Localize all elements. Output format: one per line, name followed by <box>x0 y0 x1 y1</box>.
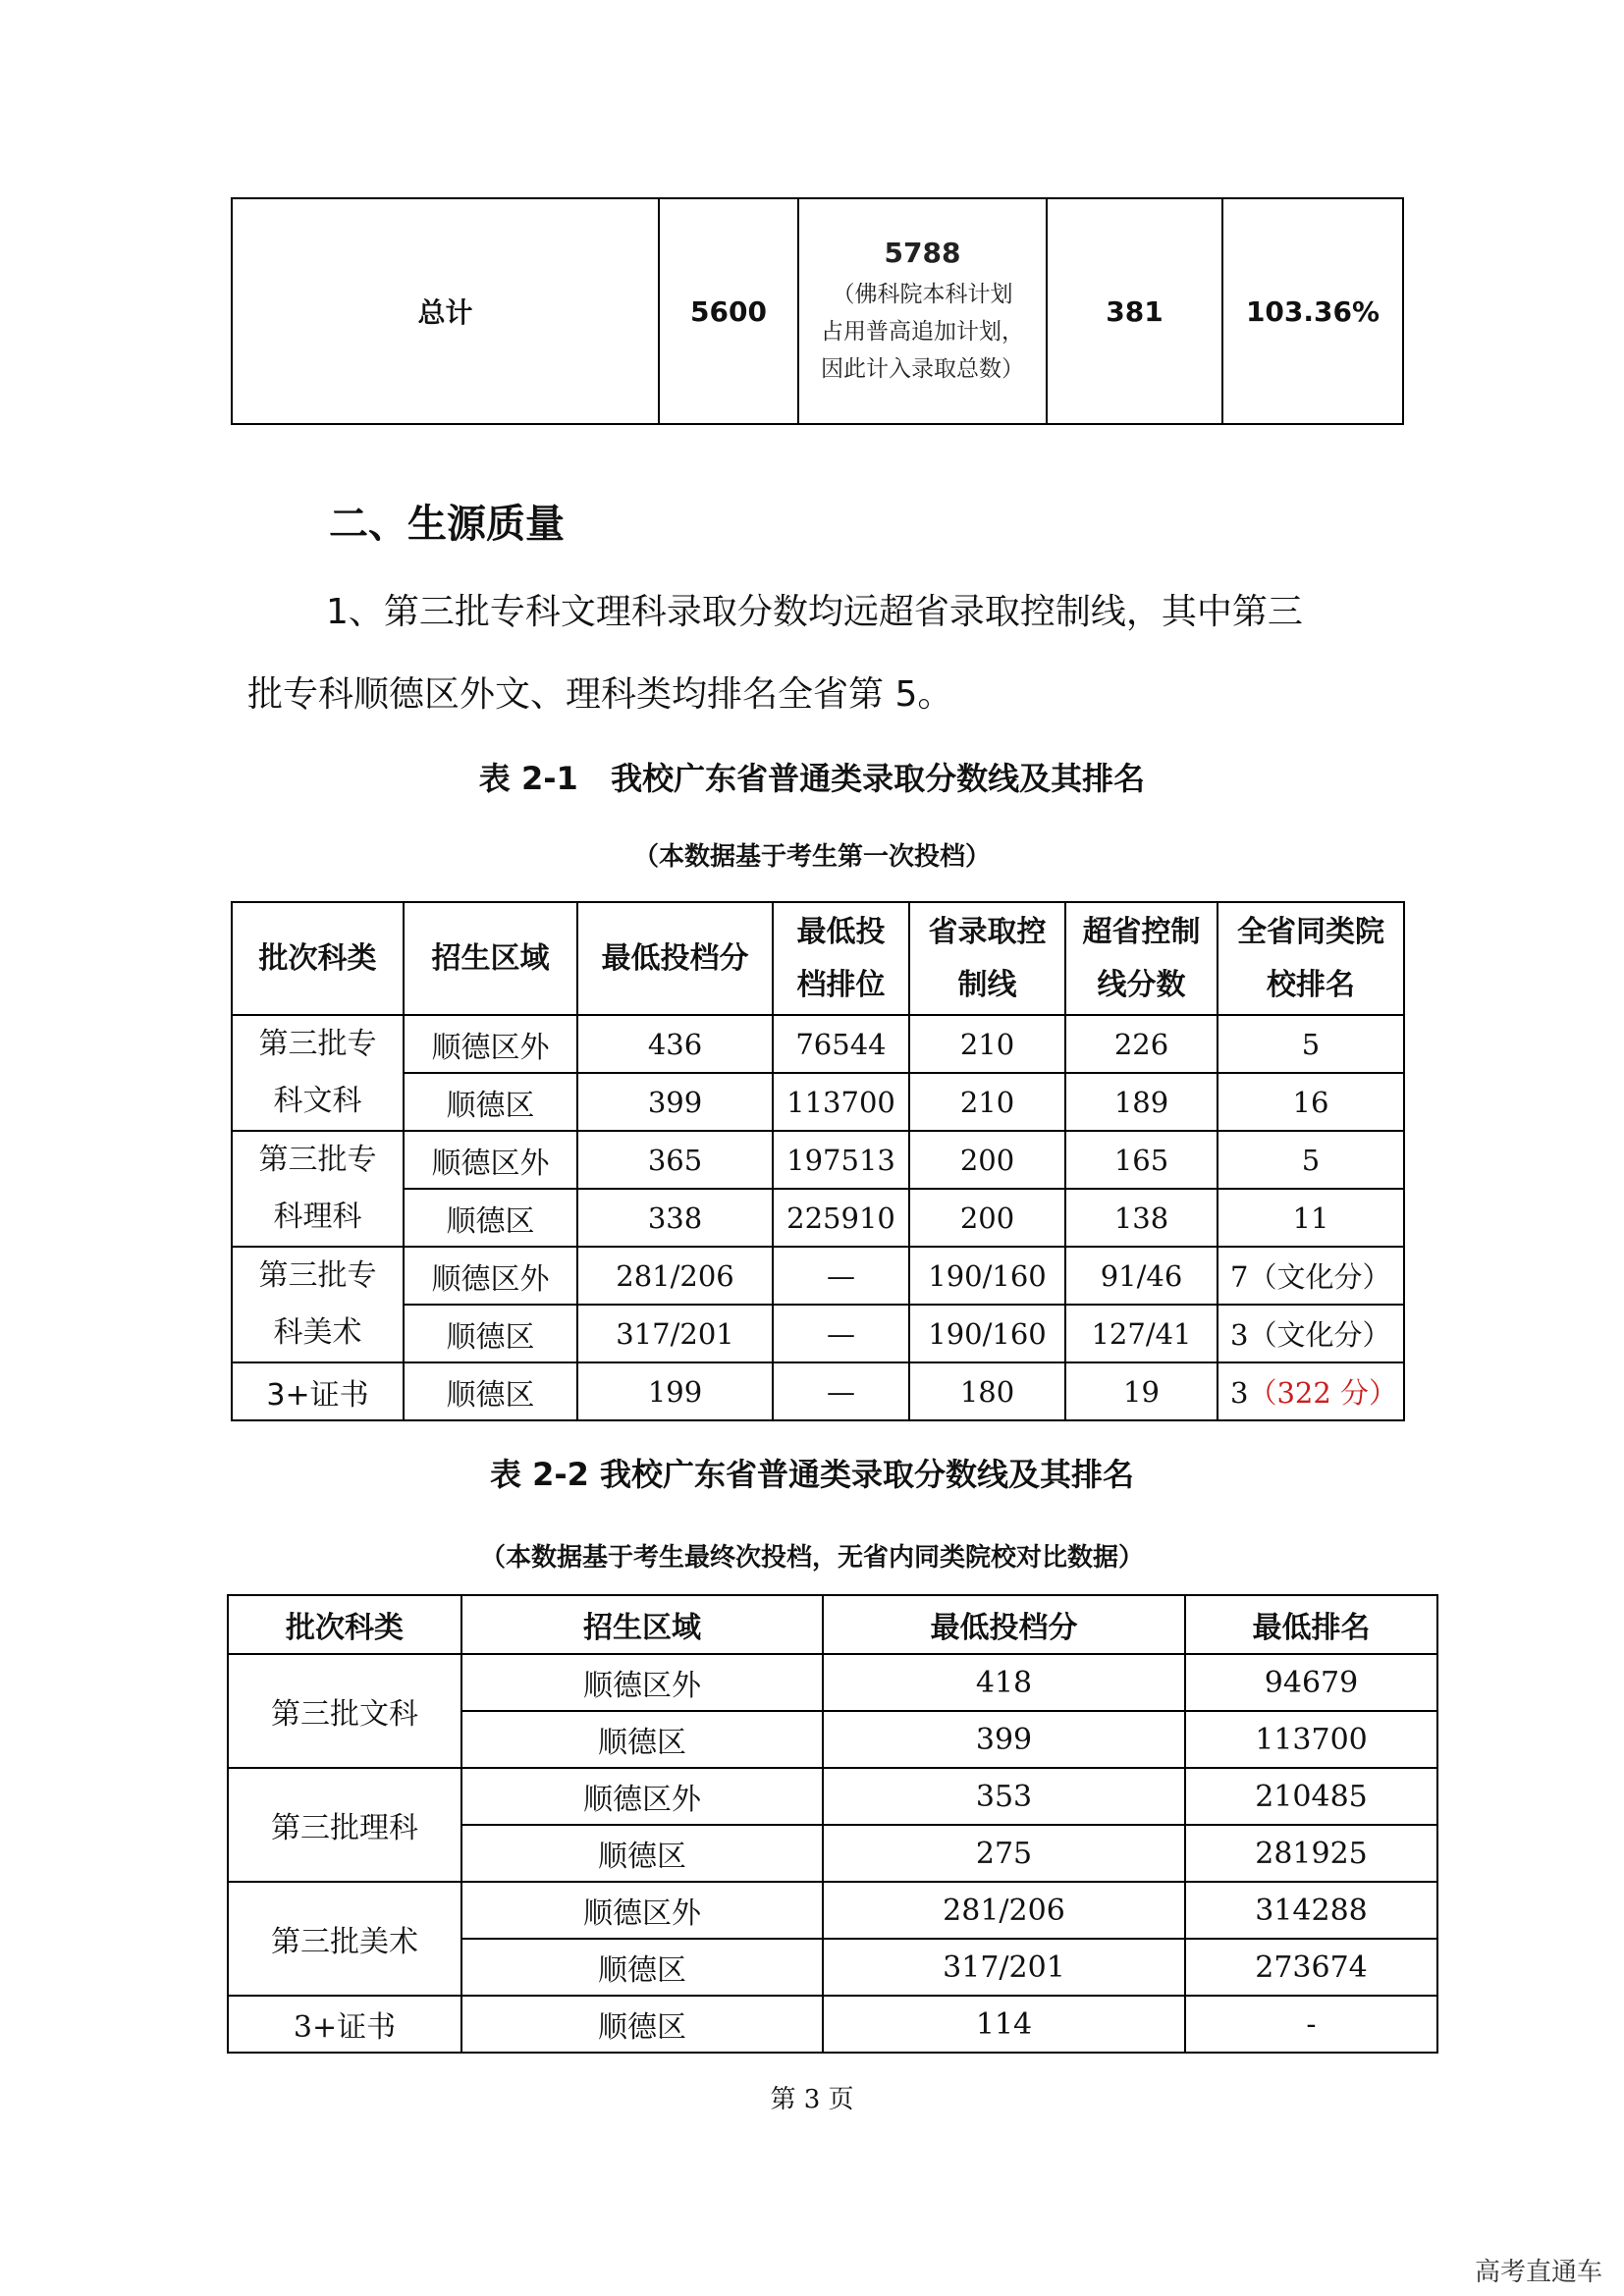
group-cell <box>232 1131 404 1247</box>
rank-note: （322 分） <box>1248 1376 1398 1410</box>
data-cell: 281/206 <box>823 1882 1185 1939</box>
header-cell: 最低投档分 <box>577 902 773 1015</box>
data-cell: 210 <box>909 1015 1065 1073</box>
data-cell: 3（文化分） <box>1218 1305 1404 1362</box>
data-cell: — <box>773 1305 909 1362</box>
rank-value: 3 <box>1230 1376 1249 1410</box>
data-cell: 200 <box>909 1131 1065 1189</box>
data-cell: 190/160 <box>909 1305 1065 1362</box>
header-cell <box>1218 902 1404 1015</box>
data-cell: — <box>773 1247 909 1305</box>
data-cell: 127/41 <box>1065 1305 1218 1362</box>
data-cell: 275 <box>823 1825 1185 1882</box>
region-cell: 顺德区 <box>461 1996 823 2053</box>
data-cell: 418 <box>823 1654 1185 1711</box>
table2-subcaption: （本数据基于考生最终次投档，无省内同类院校对比数据） <box>479 1543 1144 1573</box>
table-row <box>232 1189 1404 1247</box>
table2-caption: 表 2-2 我校广东省普通类录取分数线及其排名 <box>489 1456 1135 1493</box>
data-cell: 76544 <box>773 1015 909 1073</box>
group-label: 第三批专科理科 <box>258 1143 377 1234</box>
header-cell: 最低投档分 <box>823 1595 1185 1654</box>
page-number: 第 3 页 <box>770 2085 854 2114</box>
group-cell: 第三批美术 <box>228 1882 461 1996</box>
region-cell: 顺德区 <box>404 1305 577 1362</box>
header-cell: 最低排名 <box>1185 1595 1437 1654</box>
data-cell: - <box>1185 1996 1437 2053</box>
group-cell: 3+证书 <box>232 1362 404 1420</box>
region-cell: 顺德区 <box>404 1073 577 1131</box>
header-text: 全省同类院校排名 <box>1237 914 1384 1002</box>
data-cell: 399 <box>577 1073 773 1131</box>
table-header-row <box>228 1595 1437 1654</box>
data-cell: 338 <box>577 1189 773 1247</box>
data-cell: 91/46 <box>1065 1247 1218 1305</box>
header-cell <box>773 902 909 1015</box>
data-cell: 399 <box>823 1711 1185 1768</box>
data-cell: 165 <box>1065 1131 1218 1189</box>
region-cell: 顺德区外 <box>461 1768 823 1825</box>
table-row <box>228 1996 1437 2053</box>
group-cell <box>232 1015 404 1131</box>
table-row <box>232 1305 1404 1362</box>
data-cell: 16 <box>1218 1073 1404 1131</box>
table-header-row <box>232 902 1404 1015</box>
region-cell: 顺德区外 <box>404 1015 577 1073</box>
data-cell: 114 <box>823 1996 1185 2053</box>
data-cell: 314288 <box>1185 1882 1437 1939</box>
data-cell: 210 <box>909 1073 1065 1131</box>
data-cell: 138 <box>1065 1189 1218 1247</box>
total-count: 381 <box>1047 198 1222 424</box>
data-cell: 317/201 <box>577 1305 773 1362</box>
data-cell: 189 <box>1065 1073 1218 1131</box>
total-note-line: 占用普高追加计划， <box>821 319 1024 345</box>
table-row <box>228 1768 1437 1825</box>
total-row <box>232 198 1403 424</box>
total-note-line: （佛科院本科计划 <box>832 282 1013 307</box>
total-admitted-cell <box>798 198 1047 424</box>
data-cell: 199 <box>577 1362 773 1420</box>
table-row <box>232 1073 1404 1131</box>
region-cell: 顺德区外 <box>461 1882 823 1939</box>
header-cell: 招生区域 <box>461 1595 823 1654</box>
header-cell <box>1065 902 1218 1015</box>
data-cell: 5 <box>1218 1015 1404 1073</box>
group-cell: 3+证书 <box>228 1996 461 2053</box>
paragraph <box>247 571 1386 736</box>
data-cell: 225910 <box>773 1189 909 1247</box>
data-cell: 11 <box>1218 1189 1404 1247</box>
table-row <box>228 1882 1437 1939</box>
region-cell: 顺德区 <box>404 1189 577 1247</box>
total-table <box>231 197 1404 425</box>
table-row <box>232 1015 1404 1073</box>
data-cell: 365 <box>577 1131 773 1189</box>
data-cell: 353 <box>823 1768 1185 1825</box>
data-cell: 210485 <box>1185 1768 1437 1825</box>
region-cell: 顺德区 <box>461 1825 823 1882</box>
section-title: 二、生源质量 <box>329 502 565 547</box>
table-row <box>232 1362 1404 1420</box>
data-cell: 281925 <box>1185 1825 1437 1882</box>
total-label: 总计 <box>232 198 659 424</box>
table1-subcaption: （本数据基于考生第一次投档） <box>632 842 991 872</box>
data-cell: 5 <box>1218 1131 1404 1189</box>
header-text: 最低投档排位 <box>796 914 886 1002</box>
data-cell: 113700 <box>1185 1711 1437 1768</box>
group-cell: 第三批理科 <box>228 1768 461 1882</box>
group-cell <box>232 1247 404 1362</box>
data-cell: 180 <box>909 1362 1065 1420</box>
data-cell: 197513 <box>773 1131 909 1189</box>
data-cell: 226 <box>1065 1015 1218 1073</box>
total-plan: 5600 <box>659 198 798 424</box>
table-row <box>232 1131 1404 1189</box>
paragraph-line: 1、第三批专科文理科录取分数均远超省录取控制线，其中第三 <box>326 592 1303 632</box>
header-cell: 批次科类 <box>228 1595 461 1654</box>
data-cell: 190/160 <box>909 1247 1065 1305</box>
data-cell: 281/206 <box>577 1247 773 1305</box>
table1-caption: 表 2-1 我校广东省普通类录取分数线及其排名 <box>478 760 1146 797</box>
score-table-2 <box>227 1594 1438 2054</box>
region-cell: 顺德区外 <box>461 1654 823 1711</box>
score-table-1 <box>231 901 1405 1421</box>
data-cell: 7（文化分） <box>1218 1247 1404 1305</box>
group-label: 第三批专科美术 <box>258 1258 377 1350</box>
total-note-line: 因此计入录取总数） <box>821 356 1024 382</box>
paragraph-line: 批专科顺德区外文、理科类均排名全省第 5。 <box>247 674 953 715</box>
region-cell: 顺德区 <box>461 1939 823 1996</box>
total-admitted: 5788 <box>884 237 961 269</box>
group-label: 第三批专科文科 <box>258 1027 377 1118</box>
data-cell: 317/201 <box>823 1939 1185 1996</box>
region-cell: 顺德区 <box>461 1711 823 1768</box>
region-cell: 顺德区外 <box>404 1131 577 1189</box>
data-cell: 200 <box>909 1189 1065 1247</box>
data-cell: 19 <box>1065 1362 1218 1420</box>
region-cell: 顺德区外 <box>404 1247 577 1305</box>
table-row <box>232 1247 1404 1305</box>
table-row <box>228 1654 1437 1711</box>
region-cell: 顺德区 <box>404 1362 577 1420</box>
data-cell: 436 <box>577 1015 773 1073</box>
header-cell: 批次科类 <box>232 902 404 1015</box>
header-cell: 招生区域 <box>404 902 577 1015</box>
header-cell <box>909 902 1065 1015</box>
data-cell: 273674 <box>1185 1939 1437 1996</box>
rank-cell <box>1218 1362 1404 1420</box>
group-cell: 第三批文科 <box>228 1654 461 1768</box>
data-cell: — <box>773 1362 909 1420</box>
watermark: 高考直通车 <box>1474 2258 1602 2287</box>
total-rate: 103.36% <box>1222 198 1403 424</box>
header-text: 超省控制线分数 <box>1082 914 1201 1002</box>
header-text: 省录取控制线 <box>928 914 1047 1002</box>
data-cell: 94679 <box>1185 1654 1437 1711</box>
data-cell: 113700 <box>773 1073 909 1131</box>
